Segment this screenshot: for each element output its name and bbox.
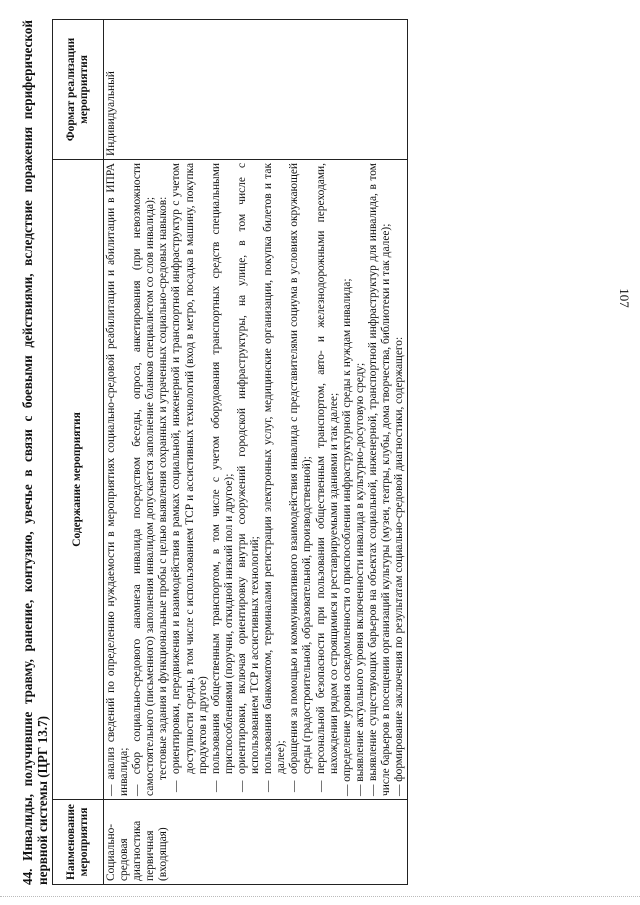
table-row: [104, 20, 408, 885]
skills-list: [170, 163, 340, 796]
measure-content-cell: [104, 160, 408, 800]
list-item: — обращения за помощью и коммуникативного взаимодействия инвалида с представителями социума в условиях окружающей среды (градостроительной, образовательной, производственной);: [288, 163, 314, 796]
page-number: 107: [616, 288, 632, 308]
list-item: — персональной безопасности при пользовании общественным транспортом, авто- и железнодорожными переходами, нахождении рядом со строящимися и реставрируемыми зданиями и так далее;: [315, 163, 341, 796]
header-measure-format: Формат реализации мероприятия: [53, 20, 104, 160]
measure-name-cell: Социально-средовая диагностика первичная (входящая): [104, 800, 408, 885]
content-tail-1: — определение уровня осведомленности о приспособлении инфраструктурной среды к нуждам инвалида;: [340, 278, 353, 796]
list-item: — ориентировки, передвижения и взаимодействия в рамках социальной, инженерной и транспортной инфраструктур с учетом доступности среды, в том числе с использованием ТСР и ассистивных технологий (вход в метро, посадка в машину, покупка продуктов и другое): [170, 163, 209, 796]
heading-line-2: нервной системы (ЦРГ 13.7): [35, 715, 50, 885]
measure-format-cell: Индивидуальный: [104, 20, 408, 160]
list-item: — ориентировки, включая ориентировку внутри сооружений городской инфраструктуры, на улице, в том числе с использованием ТСР и ассистивных технологий;: [236, 163, 262, 796]
header-measure-name: Наименование мероприятия: [53, 800, 104, 885]
content-intro-1: — анализ сведений по определению нуждаемости в мероприятиях социально-средовой реабилитации и абилитации в ИПРА инвалида;: [105, 163, 131, 796]
content-intro-2: — сбор социально-средового анамнеза инвалида посредством беседы, опроса, анкетирования (при невозможности самостоятельного (письменного) заполнения инвалидом допускается заполнение бланков специалистом со слов инвалида);: [131, 163, 157, 796]
section-heading: [20, 20, 50, 885]
content-tail-4: — формирование заключения по результатам социально-средовой диагностики, содержащего:: [393, 336, 406, 796]
content-tests-intro: тестовые задания и функциональные пробы с целью выявления сохранных и утраченных социально-средовых навыков:: [157, 196, 170, 780]
table-header-row: [53, 20, 104, 885]
list-item: — пользования банкоматом, терминалами регистрации электронных услуг, медицинские организации, покупка билетов и так далее);: [262, 163, 288, 796]
content-tail-3: — выявление существующих барьеров на объектах социальной, инженерной, транспортной инфраструктур для инвалида, в том числе барьеров в посещении организаций культуры (музеи, театры, клубы, дома творчества, библиотеки и так далее);: [366, 163, 392, 796]
scan-edge-divider: [0, 896, 640, 897]
content-tail-2: — выявление актуального уровня включенности инвалида в культурно-досуговую среду;: [353, 362, 366, 796]
header-measure-content: Содержание мероприятия: [53, 160, 104, 800]
list-item: — пользования общественным транспортом, в том числе с учетом оборудования транспортных средств специальными приспособлениями (поручни, откидной низкий пол и другое);: [210, 163, 236, 796]
measures-table: [52, 19, 408, 885]
heading-line-1: 44. Инвалиды, получившие травму, ранение, контузию, увечье в связи с боевыми действиями, вследствие поражения периферической: [20, 20, 35, 885]
rotated-page: [20, 20, 630, 885]
